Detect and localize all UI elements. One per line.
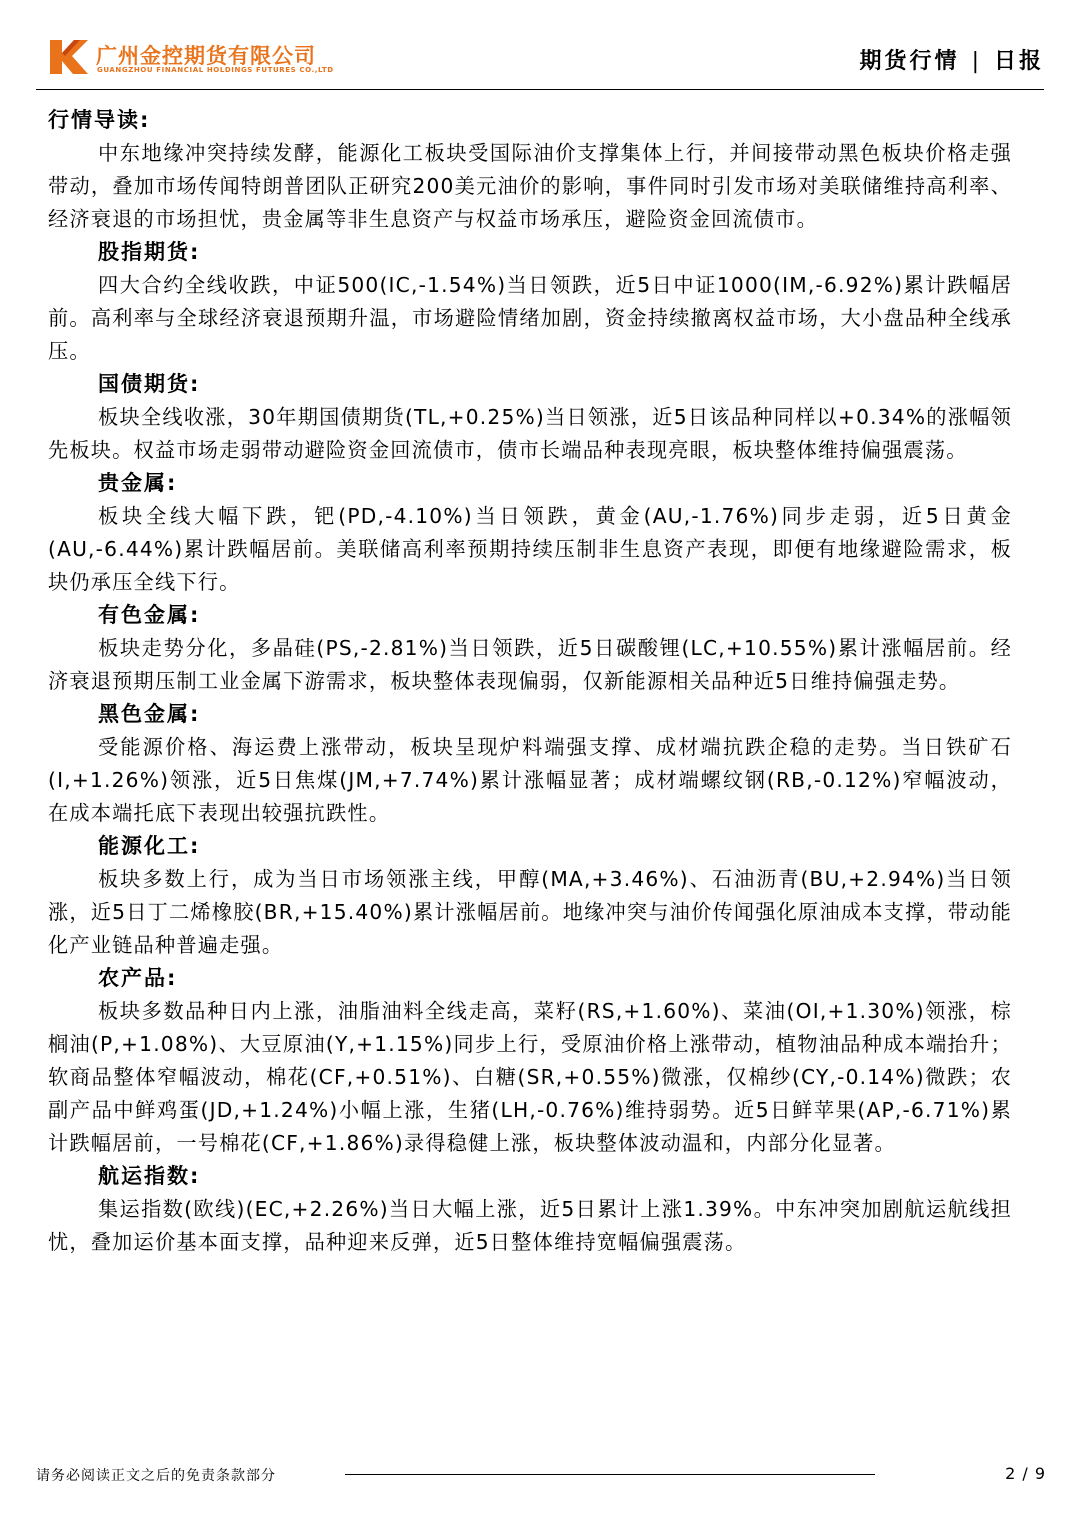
company-logo-icon (50, 40, 88, 74)
section-text-energy-chemicals: 板块多数上行，成为当日市场领涨主线，甲醇(MA,+3.46%)、石油沥青(BU,+2.94%)当日领涨，近5日丁二烯橡胶(BR,+15.40%)累计涨幅居前。地缘冲突与油价传闻强化原油成本支撑，带动能化产业链品种普遍走强。 (48, 867, 1012, 957)
disclaimer-note: 请务必阅读正文之后的免责条款部分 (36, 1468, 276, 1484)
section-title-precious-metals: 贵金属: (98, 471, 178, 495)
section-text-agricultural: 板块多数品种日内上涨，油脂油料全线走高，菜籽(RS,+1.60%)、菜油(OI,+1.30%)领涨，棕榈油(P,+1.08%)、大豆原油(Y,+1.15%)同步上行，受原油价格上涨带动，植物油品种成本端抬升；软商品整体窄幅波动，棉花(CF,+0.51%)、白糖(SR,+0.55%)微涨，仅棉纱(CY,-0.14%)微跌；农副产品中鲜鸡蛋(JD,+1.24%)小幅上涨，生猪(LH,-0.76%)维持弱势。近5日鲜苹果(AP,-6.71%)累计跌幅居前，一号棉花(CF,+1.86%)录得稳健上涨，板块整体波动温和，内部分化显著。 (48, 999, 1012, 1155)
section-title-ferrous-metals: 黑色金属: (98, 702, 201, 726)
section-text-market-overview: 中东地缘冲突持续发酵，能源化工板块受国际油价支撑集体上行，并间接带动黑色板块价格走强带动，叠加市场传闻特朗普团队正研究200美元油价的影响，事件同时引发市场对美联储维持高利率、经济衰退的市场担忧，贵金属等非生息资产与权益市场承压，避险资金回流债市。 (48, 141, 1012, 231)
section-title-stock-index-futures: 股指期货: (98, 240, 201, 264)
report-frequency: 日报 (993, 49, 1044, 74)
section-title-nonferrous-metals: 有色金属: (98, 603, 201, 627)
section-text-stock-index-futures: 四大合约全线收跌，中证500(IC,-1.54%)当日领跌，近5日中证1000(IM,-6.92%)累计跌幅居前。高利率与全球经济衰退预期升温，市场避险情绪加剧，资金持续撤离权益市场，大小盘品种全线承压。 (48, 273, 1012, 363)
section-text-precious-metals: 板块全线大幅下跌，钯(PD,-4.10%)当日领跌，黄金(AU,-1.76%)同步走弱，近5日黄金(AU,-6.44%)累计跌幅居前。美联储高利率预期持续压制非生息资产表现，即便有地缘避险需求，板块仍承压全线下行。 (48, 504, 1012, 594)
company-name-cn: 广州金控期货有限公司 (96, 44, 316, 68)
report-title (860, 44, 1044, 75)
footer-divider (345, 1474, 875, 1475)
page-number: 2 / 9 (1005, 1464, 1046, 1483)
section-title-shipping-index: 航运指数: (98, 1164, 201, 1188)
header-divider (36, 89, 1044, 90)
company-name-en: GUANGZHOU FINANCIAL HOLDINGS FUTURES CO.,LTD (97, 66, 334, 74)
report-type: 期货行情 (859, 49, 960, 74)
section-text-shipping-index: 集运指数(欧线)(EC,+2.26%)当日大幅上涨，近5日累计上涨1.39%。中东冲突加剧航运航线担忧，叠加运价基本面支撑，品种迎来反弹，近5日整体维持宽幅偏强震荡。 (48, 1197, 1012, 1254)
report-body (48, 104, 1012, 1259)
section-title-agricultural: 农产品: (98, 966, 178, 990)
section-title-energy-chemicals: 能源化工: (98, 834, 201, 858)
section-title-market-overview: 行情导读: (48, 108, 151, 132)
page-header (0, 0, 1080, 90)
section-text-ferrous-metals: 受能源价格、海运费上涨带动，板块呈现炉料端强支撑、成材端抗跌企稳的走势。当日铁矿石(I,+1.26%)领涨，近5日焦煤(JM,+7.74%)累计涨幅显著；成材端螺纹钢(RB,-0.12%)窄幅波动，在成本端托底下表现出较强抗跌性。 (48, 735, 1012, 825)
section-title-treasury-futures: 国债期货: (98, 372, 201, 396)
section-text-treasury-futures: 板块全线收涨，30年期国债期货(TL,+0.25%)当日领涨，近5日该品种同样以+0.34%的涨幅领先板块。权益市场走弱带动避险资金回流债市，债市长端品种表现亮眼，板块整体维持偏强震荡。 (48, 405, 1012, 462)
section-text-nonferrous-metals: 板块走势分化，多晶硅(PS,-2.81%)当日领跌，近5日碳酸锂(LC,+10.55%)累计涨幅居前。经济衰退预期压制工业金属下游需求，板块整体表现偏弱，仅新能源相关品种近5日维持偏强走势。 (48, 636, 1012, 693)
title-separator: | (971, 49, 982, 74)
